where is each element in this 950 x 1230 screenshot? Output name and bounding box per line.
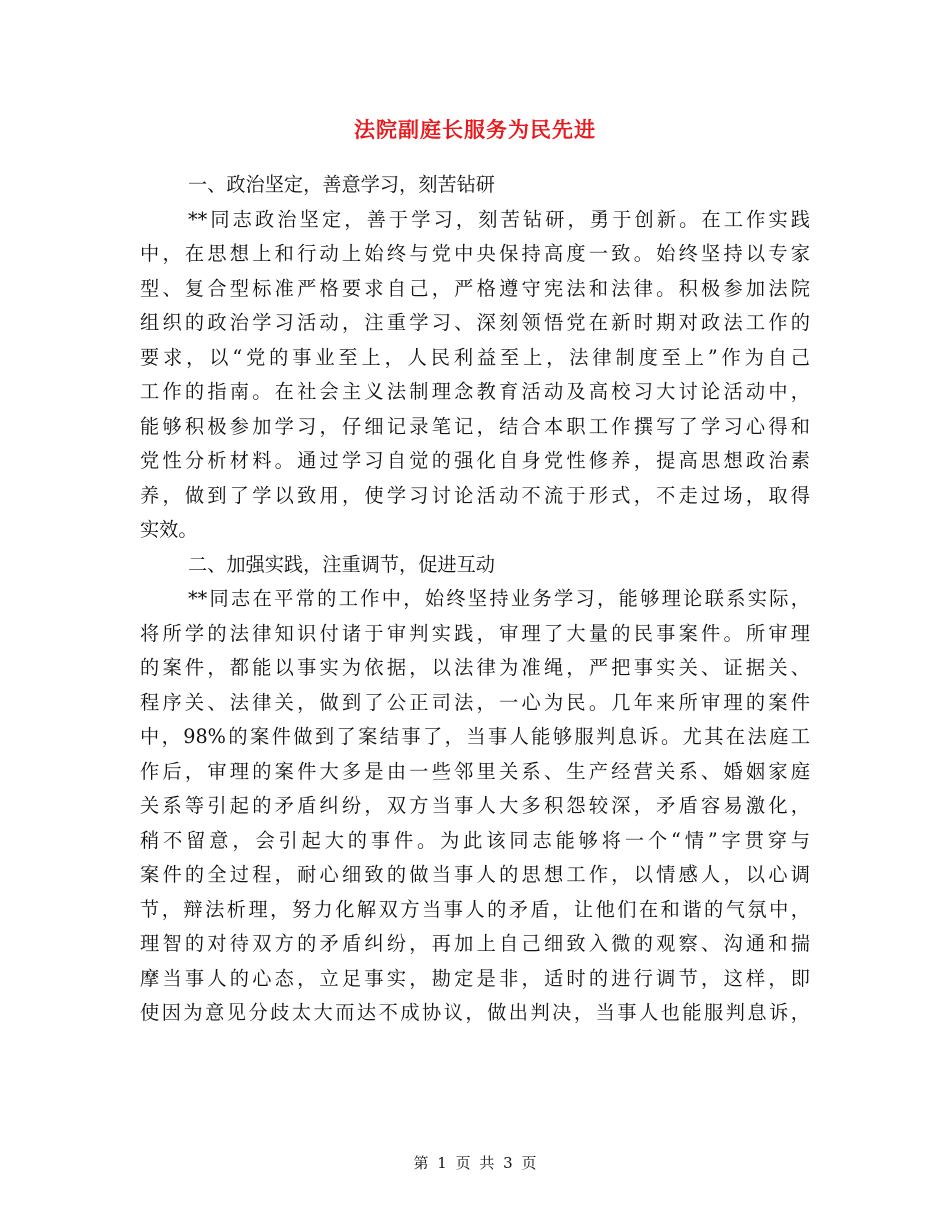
document-title: 法院副庭长服务为民先进: [354, 117, 596, 142]
section-heading: 二、加强实践，注重调节，促进互动: [188, 552, 495, 576]
paragraph-line: 中，98%的案件做到了案结事了，当事人能够服判息诉。尤其在法庭工: [140, 725, 810, 748]
paragraph-line: 党性分析材料。通过学习自觉的强化自身党性修养，提高思想政治素: [140, 449, 810, 472]
paragraph-line: 摩当事人的心态，立足事实，勘定是非，适时的进行调节，这样，即: [140, 966, 810, 990]
paragraph-line: 养，做到了学以致用，使学习讨论活动不流于形式，不走过场，取得: [140, 483, 810, 507]
document-body: [140, 168, 810, 1031]
paragraph-line: 组织的政治学习活动，注重学习、深刻领悟党在新时期对政法工作的: [140, 311, 810, 334]
paragraph-line: 理智的对待双方的矛盾纠纷，再加上自己细致入微的观察、沟通和揣: [140, 932, 810, 955]
paragraph-line: 关系等引起的矛盾纠纷，双方当事人大多积怨较深，矛盾容易激化，: [140, 794, 810, 817]
paragraph-line: 程序关、法律关，做到了公正司法，一心为民。几年来所审理的案件: [140, 690, 810, 714]
paragraph-line: 实效。: [140, 518, 198, 541]
paragraph-line: 节，辩法析理，努力化解双方当事人的矛盾，让他们在和谐的气氛中，: [140, 897, 810, 921]
paragraph-line: 的案件，都能以事实为依据，以法律为准绳，严把事实关、证据关、: [140, 656, 810, 679]
section-heading: 一、政治坚定，善意学习，刻苦钻研: [188, 173, 495, 196]
paragraph-line: 使因为意见分歧太大而达不成协议，做出判决，当事人也能服判息诉，: [140, 1001, 810, 1024]
paragraph-line: 作后，审理的案件大多是由一些邻里关系、生产经营关系、婚姻家庭: [140, 759, 810, 783]
paragraph-line: 型、复合型标准严格要求自己，严格遵守宪法和法律。积极参加法院: [140, 276, 810, 300]
paragraph-line: 案件的全过程，耐心细致的做当事人的思想工作，以情感人，以心调: [140, 863, 810, 886]
paragraph-line: 工作的指南。在社会主义法制理念教育活动及高校习大讨论活动中，: [140, 380, 810, 403]
page-footer: 第 1 页 共 3 页: [413, 1154, 537, 1172]
paragraph-line: **同志政治坚定，善于学习，刻苦钻研，勇于创新。在工作实践: [188, 207, 810, 231]
paragraph-line: 能够积极参加学习，仔细记录笔记，结合本职工作撰写了学习心得和: [140, 414, 810, 438]
paragraph-line: 要求，以“党的事业至上，人民利益至上，法律制度至上”作为自己: [140, 345, 810, 369]
paragraph-line: 将所学的法律知识付诸于审判实践，审理了大量的民事案件。所审理: [140, 621, 810, 645]
paragraph-line: **同志在平常的工作中，始终坚持业务学习，能够理论联系实际，: [188, 587, 810, 610]
paragraph-line: 稍不留意，会引起大的事件。为此该同志能够将一个“情”字贯穿与: [140, 828, 810, 852]
paragraph-line: 中，在思想上和行动上始终与党中央保持高度一致。始终坚持以专家: [140, 242, 810, 265]
